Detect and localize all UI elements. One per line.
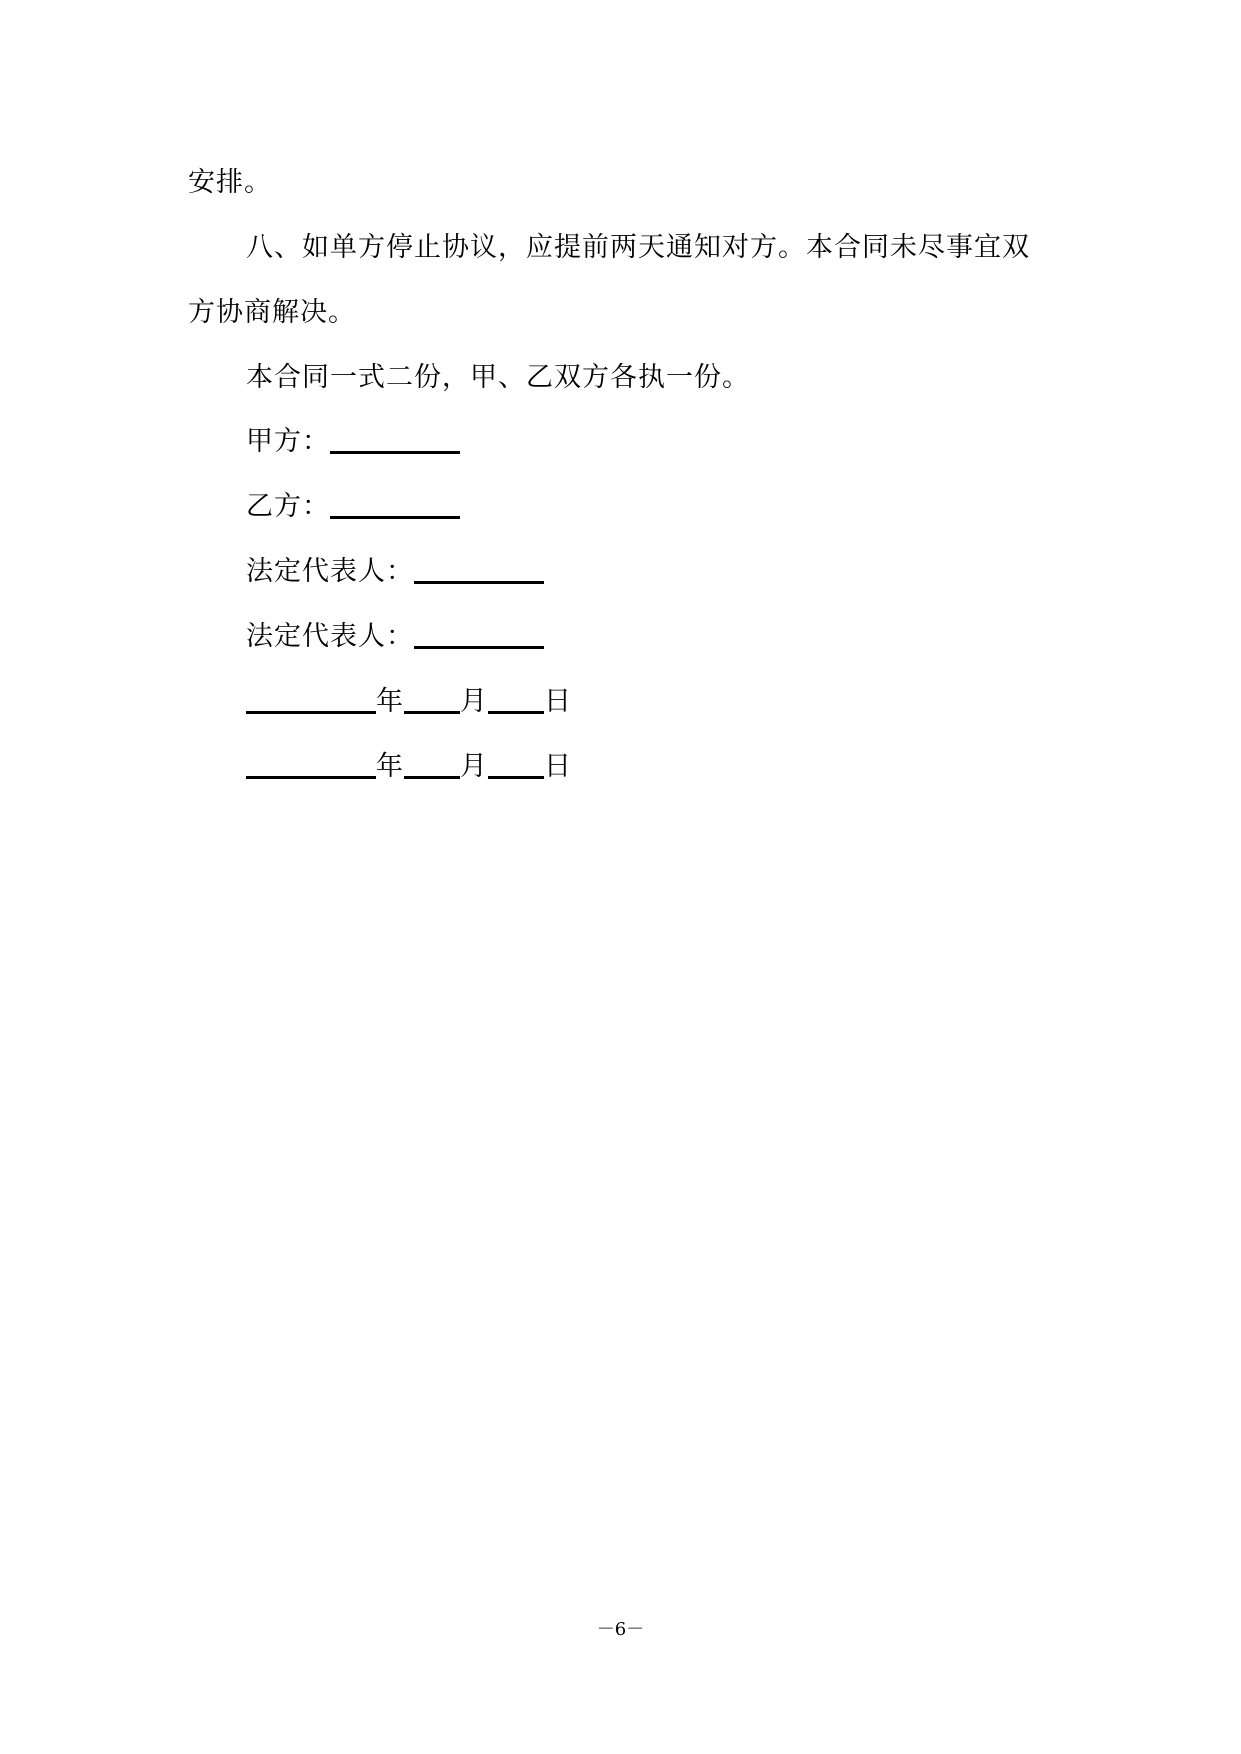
rep-b-label: 法定代表人： [246, 621, 414, 652]
date-line-a [246, 682, 572, 722]
paragraph-continuation: 安排。 [188, 167, 272, 198]
date-b-year-label: 年 [376, 751, 404, 782]
date-b-day-label: 日 [544, 751, 572, 782]
party-a-signature-line [246, 422, 460, 462]
rep-b-signature-line [246, 617, 544, 657]
rep-b-blank[interactable] [414, 619, 544, 649]
date-b-month-label: 月 [460, 751, 488, 782]
party-a-blank[interactable] [330, 424, 460, 454]
date-b-day-blank[interactable] [488, 749, 544, 779]
rep-a-label: 法定代表人： [246, 556, 414, 587]
date-b-month-blank[interactable] [404, 749, 460, 779]
party-b-blank[interactable] [330, 489, 460, 519]
date-b-year-blank[interactable] [246, 749, 376, 779]
date-line-b [246, 747, 572, 787]
rep-a-blank[interactable] [414, 554, 544, 584]
date-a-day-label: 日 [544, 686, 572, 717]
clause-eight-line-2: 方协商解决。 [188, 297, 356, 328]
party-a-label: 甲方： [246, 426, 330, 457]
date-a-month-label: 月 [460, 686, 488, 717]
date-a-day-blank[interactable] [488, 684, 544, 714]
rep-a-signature-line [246, 552, 544, 592]
page-number: －6－ [596, 1619, 645, 1640]
party-b-label: 乙方： [246, 491, 330, 522]
party-b-signature-line [246, 487, 460, 527]
date-a-year-blank[interactable] [246, 684, 376, 714]
date-a-month-blank[interactable] [404, 684, 460, 714]
clause-eight-line-1: 八、如单方停止协议，应提前两天通知对方。本合同未尽事宜双 [246, 232, 1030, 263]
date-a-year-label: 年 [376, 686, 404, 717]
copies-statement: 本合同一式二份，甲、乙双方各执一份。 [246, 362, 750, 393]
